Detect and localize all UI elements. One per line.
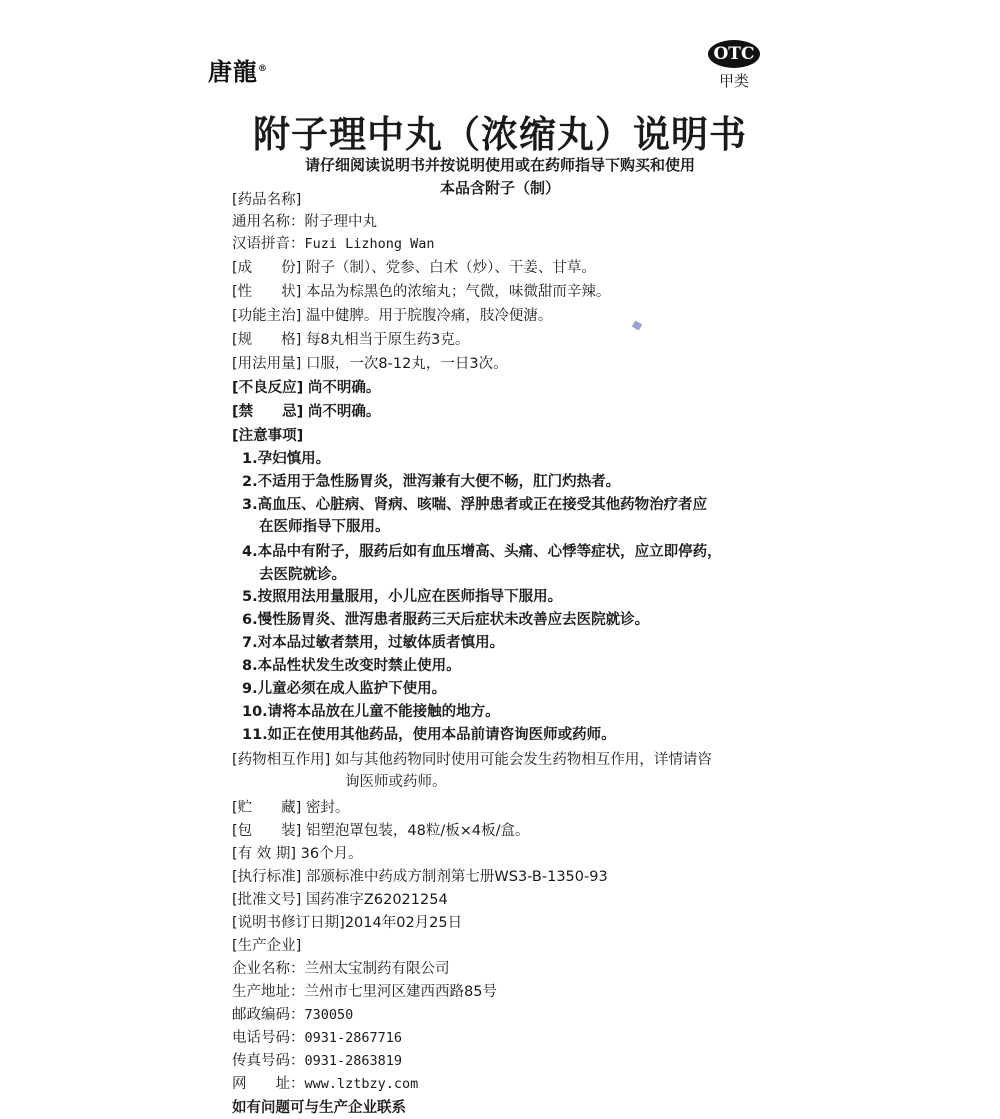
company-name-row [232, 958, 450, 980]
package-value: 铝塑泡罩包装，48粒/板×4板/盒。 [305, 823, 530, 839]
standard-value: 部颁标准中药成方制剂第七册WS3-B-1350-93 [305, 869, 608, 885]
interactions-value-continued: 询医师或药师。 [345, 774, 447, 790]
indications-row [232, 305, 552, 327]
fax-row [232, 1050, 402, 1072]
adverse-label: [不良反应] [232, 380, 304, 396]
standard-row [232, 866, 608, 888]
precaution-item: 9.儿童必须在成人监护下使用。 [242, 681, 447, 697]
adverse-value: 尚不明确。 [307, 380, 381, 396]
postcode-row [232, 1004, 353, 1026]
drug-name-section: [药品名称] [232, 192, 302, 208]
interactions-value: 如与其他药物同时使用可能会发生药物相互作用，详情请咨 [334, 752, 712, 768]
fax-value: 0931-2863819 [304, 1053, 403, 1069]
revision-label: [说明书修订日期] [232, 915, 345, 931]
specification-row [232, 329, 469, 351]
approval-label: [批准文号] [232, 892, 302, 908]
precaution-item-continued: 在医师指导下服用。 [259, 519, 390, 535]
interactions-row [232, 749, 712, 771]
contact-note: 如有问题可与生产企业联系 [232, 1100, 406, 1116]
website-label: 网 址： [232, 1076, 305, 1092]
website-row [232, 1073, 418, 1095]
phone-value: 0931-2867716 [304, 1030, 403, 1046]
package-row [232, 820, 530, 842]
generic-name-value: 附子理中丸 [304, 214, 377, 230]
revision-value: 2014年02月25日 [344, 915, 463, 931]
address-value: 兰州市七里河区建西西路85号 [304, 984, 497, 1000]
otc-badge: OTC [708, 40, 760, 68]
pinyin-value: Fuzi Lizhong Wan [304, 236, 435, 252]
precaution-item: 2.不适用于急性肠胃炎，泄泻兼有大便不畅，肛门灼热者。 [242, 474, 621, 490]
precaution-item: 8.本品性状发生改变时禁止使用。 [242, 658, 461, 674]
precaution-item: 10.请将本品放在儿童不能接触的地方。 [242, 704, 500, 720]
ingredients-row [232, 257, 596, 279]
company-name-value: 兰州太宝制药有限公司 [304, 961, 450, 977]
fax-label: 传真号码： [232, 1053, 305, 1069]
brand-logo [208, 52, 268, 87]
company-name-label: 企业名称： [232, 961, 305, 977]
adverse-row [232, 377, 380, 399]
precaution-item: 5.按照用法用量服用，小儿应在医师指导下服用。 [242, 589, 563, 605]
precaution-item-continued: 去医院就诊。 [259, 567, 346, 583]
page-title: 附子理中丸（浓缩丸）说明书 [253, 113, 747, 156]
pinyin-row [232, 233, 435, 255]
otc-label [706, 40, 762, 91]
precaution-item: 6.慢性肠胃炎、泄泻患者服药三天后症状未改善应去医院就诊。 [242, 612, 650, 628]
validity-label: [有 效 期] [232, 846, 297, 862]
pinyin-label: 汉语拼音： [232, 236, 305, 252]
dosage-value: 口服，一次8-12丸，一日3次。 [305, 356, 508, 372]
print-speck [632, 320, 642, 330]
contraindications-value: 尚不明确。 [307, 404, 381, 420]
revision-row [232, 912, 462, 934]
ingredients-value: 附子（制）、党参、白术（炒）、干姜、甘草。 [305, 260, 596, 276]
website-value: www.lztbzy.com [304, 1076, 419, 1092]
appearance-row [232, 281, 610, 303]
precaution-item: 4.本品中有附子，服药后如有血压增高、头痛、心悸等症状，应立即停药， [242, 544, 722, 560]
validity-row [232, 843, 363, 865]
package-label: [包 装] [232, 823, 302, 839]
address-label: 生产地址： [232, 984, 305, 1000]
generic-name-row [232, 211, 377, 233]
ingredients-label: [成 份] [232, 260, 302, 276]
contraindications-row [232, 401, 380, 423]
precaution-item: 7.对本品过敏者禁用，过敏体质者慎用。 [242, 635, 505, 651]
storage-label: [贮 藏] [232, 800, 302, 816]
validity-value: 36个月。 [300, 846, 363, 862]
indications-label: [功能主治] [232, 308, 302, 324]
contraindications-label: [禁 忌] [232, 404, 304, 420]
specification-value: 每8丸相当于原生药3克。 [305, 332, 470, 348]
interactions-label: [药物相互作用] [232, 752, 331, 768]
otc-class: 甲类 [718, 72, 749, 90]
precaution-item: 3.高血压、心脏病、肾病、咳喘、浮肿患者或正在接受其他药物治疗者应 [242, 497, 708, 513]
manufacturer-section: [生产企业] [232, 938, 302, 954]
precautions-section: [注意事项] [232, 428, 304, 444]
standard-label: [执行标准] [232, 869, 302, 885]
approval-value: 国药准字Z62021254 [305, 892, 448, 908]
phone-row [232, 1027, 402, 1049]
dosage-row [232, 353, 508, 375]
storage-row [232, 797, 349, 819]
specification-label: [规 格] [232, 332, 302, 348]
dosage-label: [用法用量] [232, 356, 302, 372]
storage-value: 密封。 [305, 800, 350, 816]
precaution-item: 11.如正在使用其他药品，使用本品前请咨询医师或药师。 [242, 727, 616, 743]
precaution-item: 1.孕妇慎用。 [242, 451, 331, 467]
indications-value: 温中健脾。用于脘腹冷痛，肢冷便溏。 [305, 308, 553, 324]
postcode-label: 邮政编码： [232, 1007, 305, 1023]
registered-mark: ® [258, 64, 268, 74]
reading-notice: 请仔细阅读说明书并按说明使用或在药师指导下购买和使用 [304, 156, 695, 174]
contains-notice: 本品含附子（制） [439, 179, 560, 197]
approval-row [232, 889, 448, 911]
postcode-value: 730050 [304, 1007, 354, 1023]
phone-label: 电话号码： [232, 1030, 305, 1046]
appearance-label: [性 状] [232, 284, 302, 300]
logo-text: 唐龍 [208, 57, 258, 86]
generic-name-label: 通用名称： [232, 214, 305, 230]
appearance-value: 本品为棕黑色的浓缩丸；气微，味微甜而辛辣。 [305, 284, 611, 300]
